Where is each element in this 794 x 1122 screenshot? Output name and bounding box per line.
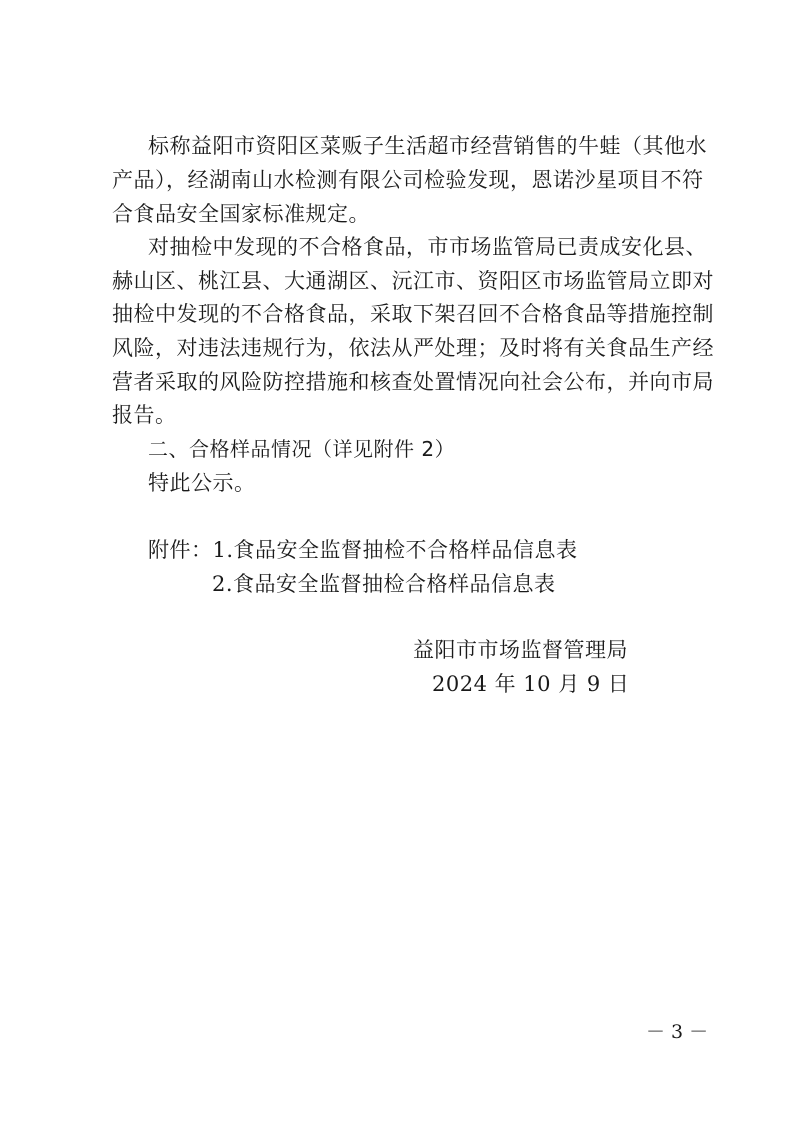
paragraph1-line-1: 标称益阳市资阳区菜贩子生活超市经营销售的牛蛙（其他水 [148, 134, 707, 158]
notice-text: 特此公示。 [148, 471, 256, 495]
paragraph2-line-3: 抽检中发现的不合格食品，采取下架召回不合格食品等措施控制 [112, 302, 714, 326]
attachment-line-1: 附件：1.食品安全监督抽检不合格样品信息表 [148, 538, 578, 562]
paragraph2-line-1: 对抽检中发现的不合格食品，市市场监管局已责成安化县、 [148, 235, 707, 259]
paragraph1-line-3: 合食品安全国家标准规定。 [112, 202, 370, 226]
paragraph2-line-5: 营者采取的风险防控措施和核查处置情况向社会公布，并向市局 [112, 370, 714, 394]
attachment-line-2: 2.食品安全监督抽检合格样品信息表 [212, 572, 556, 596]
paragraph2-line-2: 赫山区、桃江县、大通湖区、沅江市、资阳区市场监管局立即对 [112, 269, 714, 293]
paragraph1-line-2: 产品），经湖南山水检测有限公司检验发现，恩诺沙星项目不符 [112, 168, 704, 192]
paragraph2-line-6: 报告。 [112, 403, 177, 427]
page-number: － 3 － [646, 1021, 709, 1043]
signature-date: 2024 年 10 月 9 日 [432, 672, 630, 696]
signature-org: 益阳市市场监督管理局 [413, 638, 628, 662]
paragraph2-line-4: 风险，对违法违规行为，依法从严处理；及时将有关食品生产经 [112, 336, 714, 360]
section2-heading: 二、合格样品情况（详见附件 2） [148, 437, 456, 461]
